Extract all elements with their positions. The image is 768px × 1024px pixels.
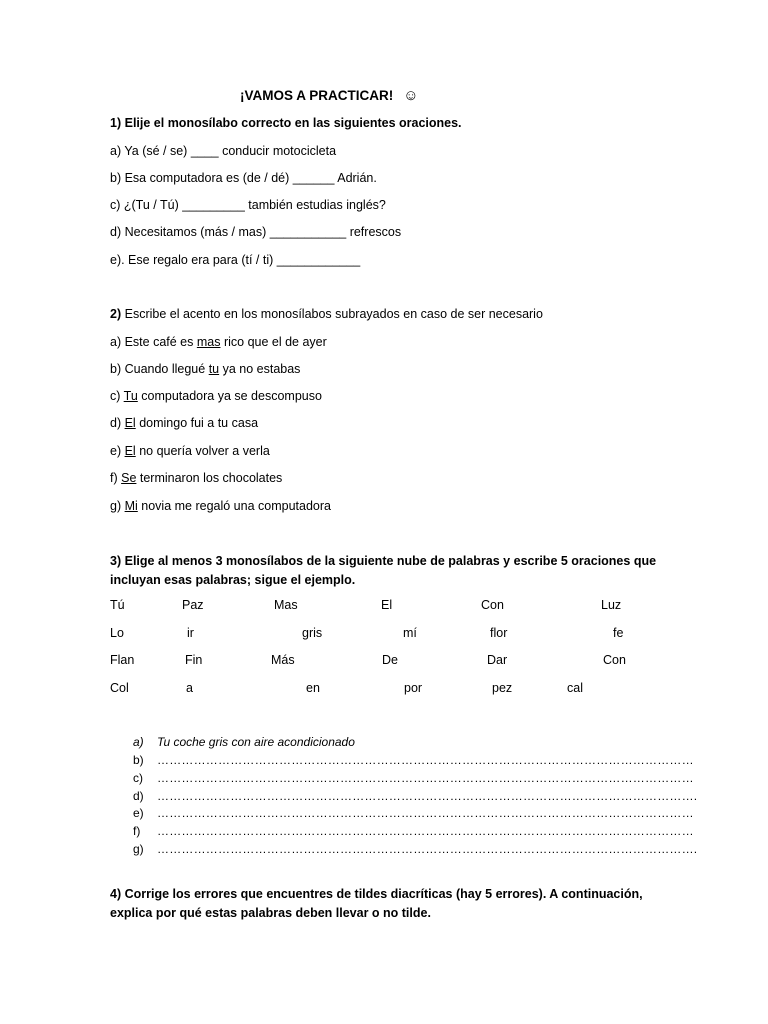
section4-heading — [110, 885, 670, 923]
word-cell: ir — [187, 626, 194, 640]
word-cell: pez — [492, 681, 513, 695]
answer-example — [133, 735, 355, 749]
item-text: d) — [110, 416, 125, 430]
section2-item-a — [110, 335, 327, 349]
word-cell: cal — [567, 681, 583, 695]
page-title — [240, 87, 419, 104]
answer-label: b) — [133, 753, 144, 767]
underlined-word: Tu — [123, 389, 138, 403]
section1-item-e: e). Ese regalo era para (tí / ti) ____________ — [110, 253, 361, 267]
underlined-word: Se — [121, 471, 137, 485]
word-cell: por — [404, 681, 423, 695]
item-text: e) — [110, 444, 125, 458]
section3-heading — [110, 552, 670, 590]
title-text: ¡VAMOS A PRACTICAR! — [240, 88, 394, 103]
word-cell: a — [186, 681, 193, 695]
underlined-word: El — [124, 416, 136, 430]
word-cell: Luz — [601, 598, 622, 612]
answer-label: d) — [133, 789, 144, 803]
answer-blank: …………………………………………………………………………………………………………………… — [157, 806, 694, 820]
underlined-word: El — [124, 444, 136, 458]
item-text: a) Este café es — [110, 335, 197, 349]
underlined-word: mas — [196, 335, 221, 349]
item-text: terminaron los chocolates — [136, 471, 283, 485]
item-text: computadora ya se descompuso — [137, 389, 322, 403]
word-cell: fe — [613, 626, 624, 640]
answer-blank: ……………………………………………………………………………………………………………………. — [157, 789, 698, 803]
word-cell: Tú — [110, 598, 125, 612]
section2-item-d — [110, 416, 258, 430]
word-cell: gris — [302, 626, 323, 640]
section1-heading — [110, 116, 462, 130]
item-text: ya no estabas — [219, 362, 301, 376]
underlined-word: tu — [208, 362, 220, 376]
word-cell: Con — [603, 653, 626, 667]
item-text: c) — [110, 389, 124, 403]
word-cell: Lo — [110, 626, 124, 640]
section2-item-g — [110, 499, 331, 513]
answer-line-f[interactable] — [133, 824, 694, 838]
answer-label: e) — [133, 806, 144, 820]
section2-item-c — [110, 389, 322, 403]
answer-label: c) — [133, 771, 143, 785]
answer-line-e[interactable] — [133, 806, 694, 820]
section2-item-e — [110, 444, 270, 458]
answer-blank: …………………………………………………………………………………………………………………… — [157, 824, 694, 838]
word-cell: flor — [490, 626, 508, 640]
item-text: f) — [110, 471, 122, 485]
word-cell: Col — [110, 681, 129, 695]
answer-blank: …………………………………………………………………………………………………………………… — [157, 771, 694, 785]
word-cell: Dar — [487, 653, 508, 667]
section1-item-d: d) Necesitamos (más / mas) ___________ refrescos — [110, 225, 402, 239]
word-cell: El — [381, 598, 393, 612]
word-cell: Flan — [110, 653, 135, 667]
smiley-face-icon: ☺ — [403, 87, 419, 104]
section3-number: 3) — [110, 554, 122, 568]
section2-heading-text: Escribe el acento en los monosílabos subrayados en caso de ser necesario — [124, 307, 543, 321]
answer-blank: ……………………………………………………………………………………………………………………. — [157, 842, 698, 856]
section2-number: 2) — [110, 307, 122, 321]
item-text: g) — [110, 499, 125, 513]
section1-item-a: a) Ya (sé / se) ____ conducir motocicleta — [110, 144, 337, 158]
answer-text: Tu coche gris con aire acondicionado — [157, 735, 355, 749]
answer-line-g[interactable] — [133, 842, 697, 856]
section4-heading-text: Corrige los errores que encuentres de tildes diacríticas (hay 5 errores). A continuación, explica por qué estas palabras deben llevar o no tilde. — [110, 887, 643, 920]
section2-item-b — [110, 362, 300, 376]
answer-label: f) — [133, 824, 141, 838]
word-cell: Fin — [185, 653, 203, 667]
answer-line-d[interactable] — [133, 789, 697, 803]
item-text: rico que el de ayer — [220, 335, 327, 349]
answer-line-b[interactable] — [133, 753, 694, 767]
section2-heading — [110, 307, 543, 321]
word-cell: Con — [481, 598, 504, 612]
section2-item-f — [110, 471, 282, 485]
answer-label: a) — [133, 735, 144, 749]
section3-heading-text: Elige al menos 3 monosílabos de la siguiente nube de palabras y escribe 5 oraciones que incluyan esas palabras; sigue el ejemplo. — [110, 554, 657, 587]
word-cell: Paz — [182, 598, 204, 612]
word-cell: De — [382, 653, 398, 667]
item-text: domingo fui a tu casa — [135, 416, 259, 430]
answer-blank: …………………………………………………………………………………………………………………… — [157, 753, 694, 767]
answer-label: g) — [133, 842, 144, 856]
word-cell: Más — [271, 653, 295, 667]
section1-item-c: c) ¿(Tu / Tú) _________ también estudias inglés? — [110, 198, 386, 212]
section1-item-b: b) Esa computadora es (de / dé) ______ Adrián. — [110, 171, 377, 185]
section1-number: 1) — [110, 116, 122, 130]
underlined-word: Mi — [124, 499, 138, 513]
word-cell: en — [306, 681, 320, 695]
section1-heading-text: Elije el monosílabo correcto en las siguientes oraciones. — [124, 116, 462, 130]
item-text: no quería volver a verla — [135, 444, 270, 458]
section4-number: 4) — [110, 887, 122, 901]
word-cell: mí — [403, 626, 417, 640]
word-cell: Mas — [274, 598, 298, 612]
item-text: b) Cuando llegué — [110, 362, 209, 376]
answer-line-c[interactable] — [133, 771, 694, 785]
item-text: novia me regaló una computadora — [137, 499, 331, 513]
